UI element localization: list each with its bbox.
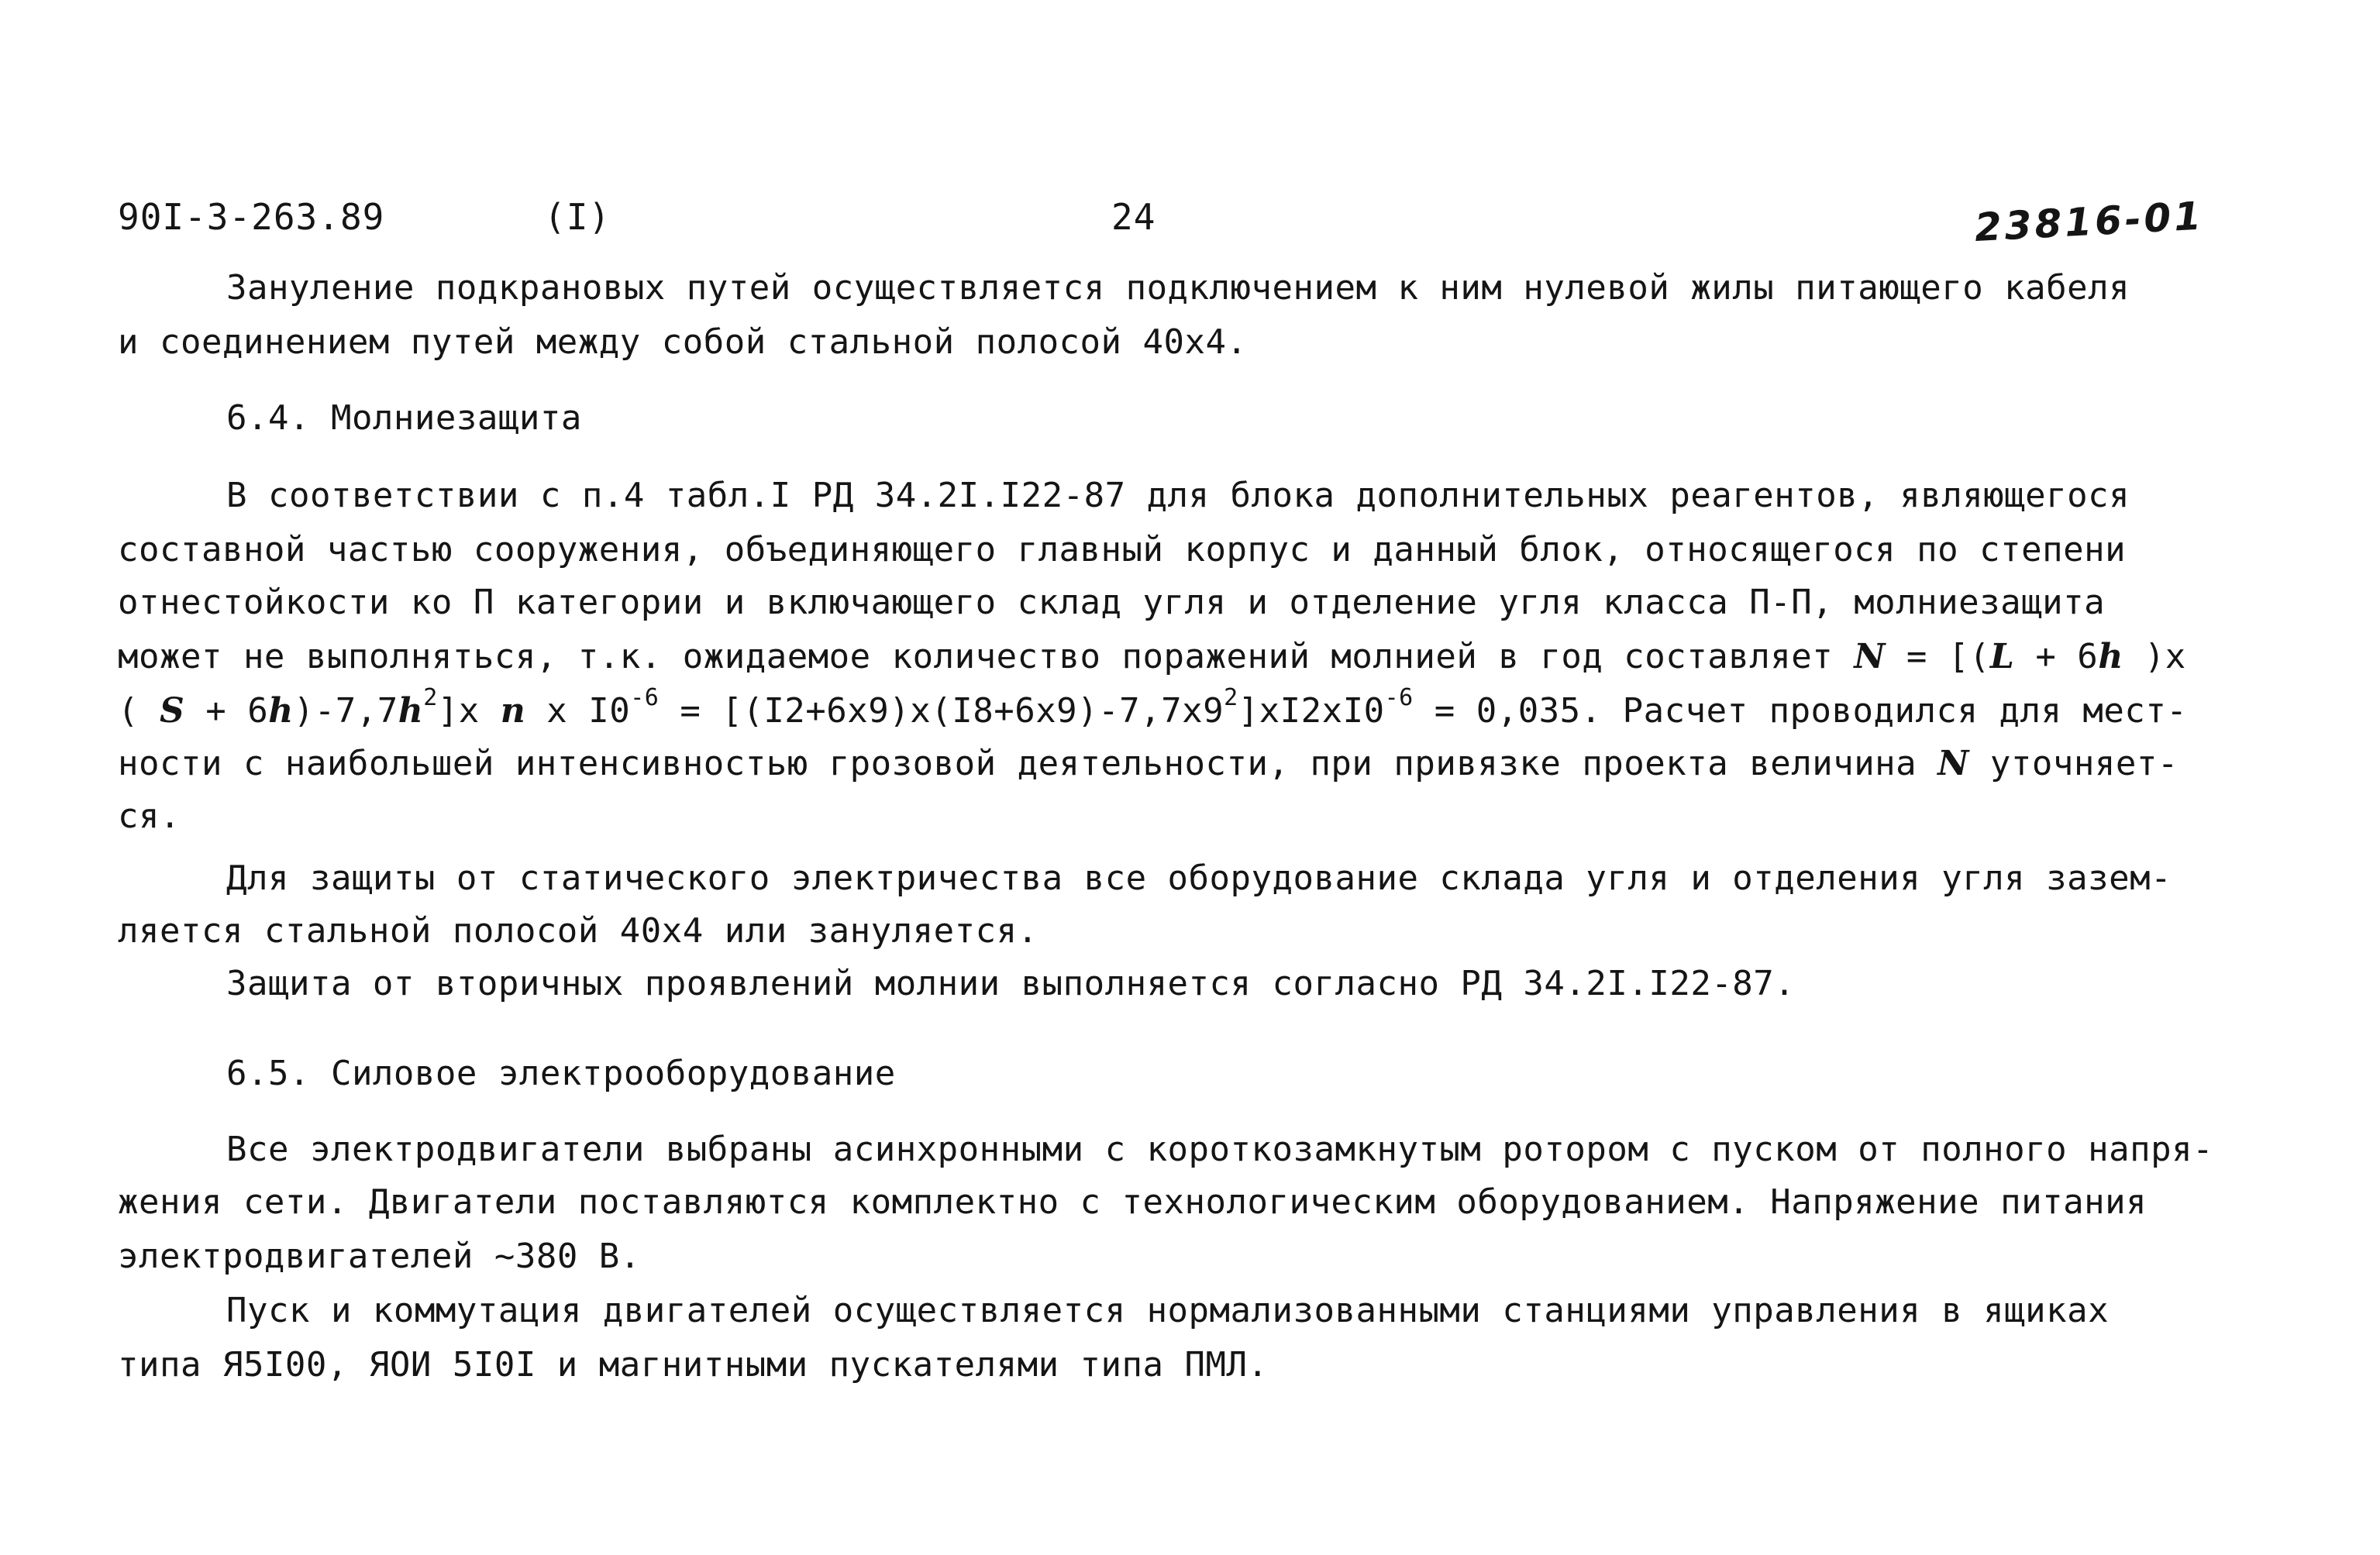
section-heading-6-4: 6.4. Молниезащита xyxy=(226,398,582,438)
paragraph-motors-line-1: Все электродвигатели выбраны асинхронными с короткозамкнутым ротором с пуском от полного напря- xyxy=(226,1130,2214,1169)
paragraph-switching-line-1: Пуск и коммутация двигателей осуществляется нормализованными станциями управления в ящиках xyxy=(226,1291,2110,1330)
paragraph-lightning-line-2: составной частью сооружения, объединяющего главный корпус и данный блок, относящегося по степени xyxy=(118,530,2127,569)
document-part: (I) xyxy=(544,196,611,238)
paragraph-secondary-lightning: Защита от вторичных проявлений молнии выполняется согласно РД 34.2I.I22-87. xyxy=(226,964,1796,1003)
paragraph-lightning-line-1: В соответствии с п.4 табл.I РД 34.2I.I22-87 для блока дополнительных реагентов, являющегося xyxy=(226,476,2130,515)
paragraph-static-line-1: Для защиты от статического электричества все оборудование склада угля и отделения угля зазем- xyxy=(226,858,2172,898)
paragraph-lightning-line-7: ся. xyxy=(118,796,181,836)
paragraph-motors-line-3: электродвигателей ~380 В. xyxy=(118,1237,641,1276)
paragraph-lightning-line-3: отнестойкости ко П категории и включающего склад угля и отделение угля класса П-П, молниезащита xyxy=(118,583,2106,622)
paragraph-static-line-2: ляется стальной полосой 40х4 или зануляется. xyxy=(118,911,1038,951)
section-heading-6-5: 6.5. Силовое электрооборудование xyxy=(226,1054,896,1093)
handwritten-inventory-number: 23816-01 xyxy=(1973,193,2206,250)
document-code: 90I-3-263.89 xyxy=(118,196,385,238)
page-number: 24 xyxy=(1111,196,1156,238)
paragraph-grounding-line-2: и соединением путей между собой стальной полосой 40х4. xyxy=(118,322,1248,362)
paragraph-lightning-line-6: ности с наибольшей интенсивностью грозовой деятельности, при привязке проекта величина N уточняет- xyxy=(118,744,2179,783)
paragraph-motors-line-2: жения сети. Двигатели поставляются комплектно с технологическим оборудованием. Напряжение питания xyxy=(118,1182,2148,1222)
paragraph-lightning-line-4: может не выполняться, т.к. ожидаемое количество поражений молнией в год составляет N = [(L + 6h )х xyxy=(118,637,2186,676)
paragraph-switching-line-2: типа Я5I00, ЯОИ 5I0I и магнитными пускателями типа ПМЛ. xyxy=(118,1345,1269,1385)
paragraph-lightning-line-5: ( $S + 6h)-7,7h^2]х$ n х $I0^{-6} = [(I2+6х9)х(I8+6х9)-7,7х9^2]хI2хI0^{-6} = 0,035$. Расчет проводился для мест- xyxy=(118,684,2188,731)
paragraph-grounding-line-1: Зануление подкрановых путей осуществляется подключением к ним нулевой жилы питающего кабеля xyxy=(226,268,2130,308)
